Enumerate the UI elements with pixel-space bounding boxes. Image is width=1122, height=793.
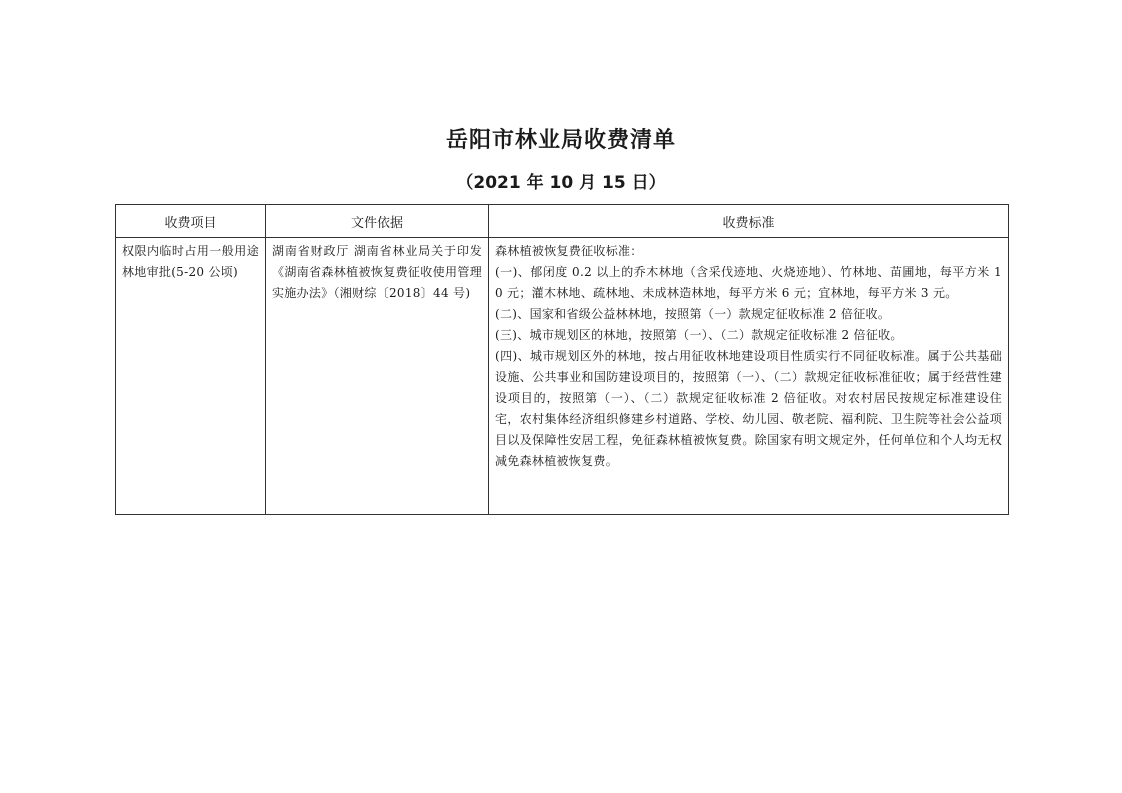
cell-fee-standard	[489, 238, 1009, 515]
cell-document-basis: 湖南省财政厅 湖南省林业局关于印发《湖南省森林植被恢复费征收使用管理实施办法》（湘财综〔2018〕44 号)	[266, 238, 489, 515]
cell-fee-item: 权限内临时占用一般用途林地审批(5-20 公顷)	[116, 238, 266, 515]
standard-clause-2: (二)、国家和省级公益林林地，按照第（一）款规定征收标准 2 倍征收。	[495, 307, 891, 321]
header-document-basis: 文件依据	[266, 205, 489, 238]
fee-table	[115, 204, 1009, 515]
document-title: 岳阳市林业局收费清单	[445, 128, 676, 153]
table-row	[116, 238, 1009, 515]
table-header-row	[116, 205, 1009, 238]
standard-heading: 森林植被恢复费征收标准：	[495, 244, 643, 258]
document-date: （2021 年 10 月 15 日）	[456, 173, 666, 193]
standard-clause-4: (四)、城市规划区外的林地，按占用征收林地建设项目性质实行不同征收标准。属于公共基础设施、公共事业和国防建设项目的，按照第（一）、（二）款规定征收标准征收；属于经营性建设项目的，按照第（一）、（二）款规定征收标准 2 倍征收。对农村居民按规定标准建设住宅，农村集体经济组织修建乡村道路、学校、幼儿园、敬老院、福利院、卫生院等社会公益项目以及保障性安居工程，免征森林植被恢复费。除国家有明文规定外，任何单位和个人均无权减免森林植被恢复费。	[495, 349, 1002, 468]
standard-clause-3: (三)、城市规划区的林地，按照第（一）、（二）款规定征收标准 2 倍征收。	[495, 328, 903, 342]
header-fee-item: 收费项目	[116, 205, 266, 238]
header-fee-standard: 收费标准	[489, 205, 1009, 238]
standard-clause-1: (一)、郁闭度 0.2 以上的乔木林地（含采伐迹地、火烧迹地）、竹林地、苗圃地，每平方米 10 元；灌木林地、疏林地、未成林造林地，每平方米 6 元；宜林地，每平方米 3 元。	[495, 265, 1002, 300]
